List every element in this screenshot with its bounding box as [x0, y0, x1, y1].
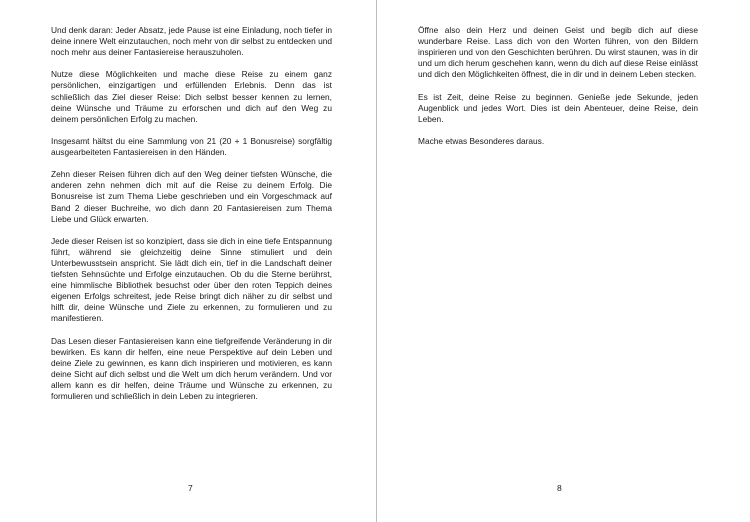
paragraph: Zehn dieser Reisen führen dich auf den Weg deiner tiefsten Wünsche, die anderen zehn nehmen dich mit auf die Reise zu deinem Erfolg. Die Bonusreise ist zum Thema Liebe geschrieben und ein Vorgeschmack auf Band 2 dieser Buchreihe, wo dich dann 20 Fantasiereisen zum Thema Liebe und Glück erwarten.: [51, 169, 332, 224]
left-page-text: [51, 25, 332, 413]
page-number: 8: [557, 483, 562, 493]
paragraph: Mache etwas Besonderes daraus.: [418, 135, 545, 146]
paragraph: Und denk daran: Jeder Absatz, jede Pause ist eine Einladung, noch tiefer in deine innere Welt einzutauchen, noch mehr von dir selbst zu entdecken und noch mehr aus deiner Fantasiereise herauszuholen.: [51, 25, 332, 58]
paragraph: Es ist Zeit, deine Reise zu beginnen. Genieße jede Sekunde, jeden Augenblick und jedes Wort. Dies ist dein Abenteuer, deine Reise, dein Leben.: [418, 91, 698, 124]
paragraph: Insgesamt hältst du eine Sammlung von 21 (20 + 1 Bonusreise) sorgfältig ausgearbeiteten Fantasiereisen in den Händen.: [51, 135, 332, 158]
paragraph: Jede dieser Reisen ist so konzipiert, dass sie dich in eine tiefe Entspannung führt, während sie gleichzeitig deine Sinne stimuliert und dein Unterbewusstsein anspricht. Sie lädt dich ein, tief in die Landschaft deiner tiefsten Sehnsüchte und Erfolge einzutauchen. Ob du die Sterne berührst, eine himmlische Bibliothek besuchst oder über den roten Teppich deines eigenen Erfolgs schreitest, jede Reise bringt dich näher zu dir selbst und hilft dir, deine Wünsche und Ziele zu erkennen, zu formulieren und zu manifestieren.: [51, 235, 332, 324]
paragraph: Öffne also dein Herz und deinen Geist und begib dich auf diese wunderbare Reise. Lass dich von den Worten führen, von den Bildern inspirieren und von den Geschichten berühren. Du wirst staunen, was in dir und um dich herum geschehen kann, wenn du dich auf diese Reise einlässt und dich den Möglichkeiten öffnest, die in dir und in deinem Leben stecken.: [418, 25, 698, 80]
page-number: 7: [188, 483, 193, 493]
right-page: [377, 0, 750, 522]
paragraph: Nutze diese Möglichkeiten und mache diese Reise zu einem ganz persönlichen, einzigartigen und erfüllenden Erlebnis. Denn das ist schließlich das Ziel dieser Reise: Dich selbst besser kennen zu lernen, deine Wünsche und Träume zu erforschen und dich auf den Weg zu deinem persönlichen Erfolg zu machen.: [51, 69, 332, 124]
paragraph: Das Lesen dieser Fantasiereisen kann eine tiefgreifende Veränderung in dir bewirken. Es kann dir helfen, eine neue Perspektive auf dein Leben und deine Ziele zu gewinnen, es kann dich inspirieren und motivieren, es kann deine Sicht auf dich selbst und die Welt um dich herum verändern. Und vor allem kann es dir helfen, deine Träume und Wünsche zu erkennen, zu formulieren und schließlich in dein Leben zu integrieren.: [51, 335, 332, 402]
right-page-text: [418, 25, 698, 158]
